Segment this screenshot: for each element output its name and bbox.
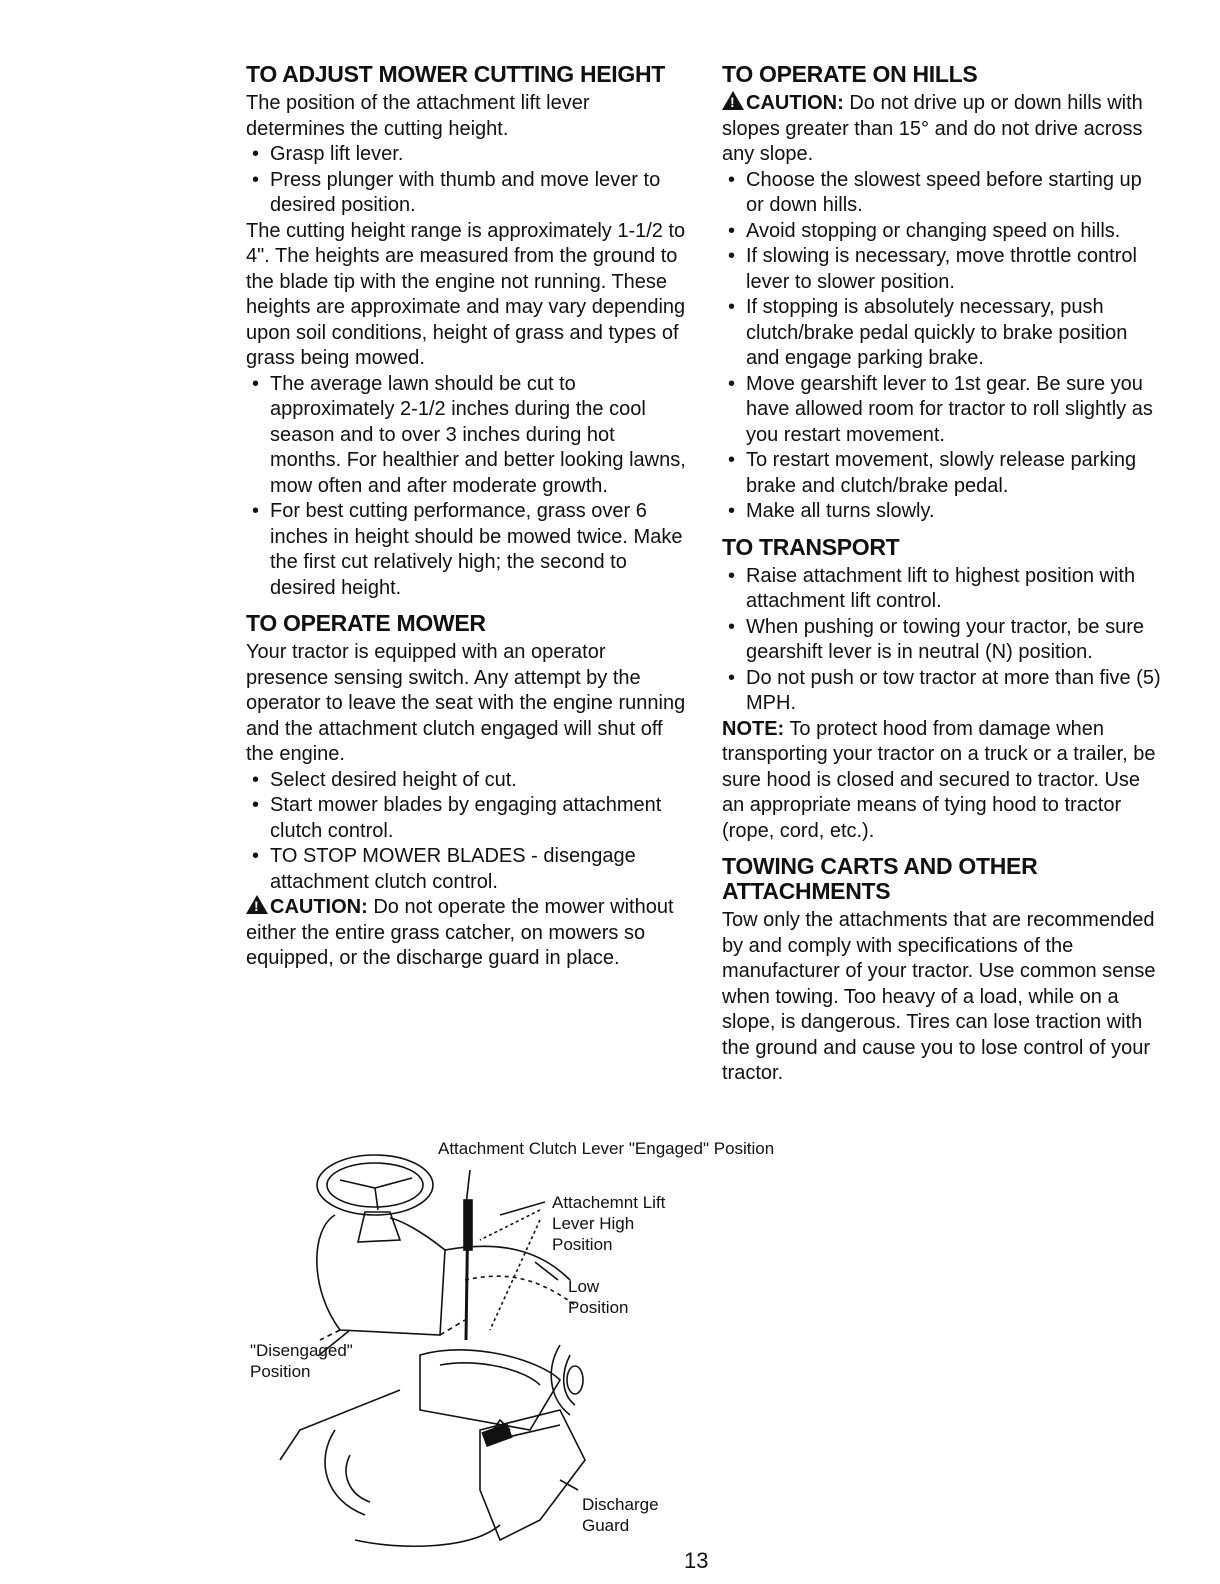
operate-mower-section [246, 611, 686, 972]
note-text: To protect hood from damage when transporting your tractor on a truck or a trailer, be sure hood is closed and secured to tractor. Use an appropriate means of tying hood to tractor (rope, cord, etc.). [722, 717, 1156, 842]
list-item: • Start mower blades by engaging attachment clutch control. [246, 793, 686, 844]
list-item: • Press plunger with thumb and move lever to desired position. [246, 168, 686, 219]
operate-mower-steps [246, 768, 686, 896]
cutting-height-tips [246, 372, 686, 602]
cutting-height-section [246, 62, 686, 601]
caution-label: CAUTION: [746, 92, 844, 114]
right-column [722, 62, 1162, 1087]
list-item: • Select desired height of cut. [246, 768, 686, 794]
cutting-height-body: The cutting height range is approximately 1-1/2 to 4". The heights are measured from the ground to the blade tip with the engine not running. These heights are approximate and may vary depending upon soil conditions, height of grass and types of grass being mowed. [246, 219, 686, 369]
towing-body: Tow only the attachments that are recommended by and comply with specifications of the manufacturer of your tractor. Use common sense when towing. Too heavy of a load, while on a slope, is dangerous. Tires can lose traction with the ground and cause you to lose control of your tractor. [722, 909, 1156, 1084]
list-item: • If slowing is necessary, move throttle control lever to slower position. [722, 244, 1162, 295]
engaged-label: Attachment Clutch Lever "Engaged" Position [438, 1139, 775, 1158]
list-item: • If stopping is absolutely necessary, push clutch/brake pedal quickly to brake position and engage parking brake. [722, 295, 1162, 372]
steering-wheel-shape [317, 1155, 433, 1215]
list-item: • Choose the slowest speed before starting up or down hills. [722, 168, 1162, 219]
list-item: • The average lawn should be cut to approximately 2-1/2 inches during the cool season and to over 3 inches during hot months. For healthier and better looking lawns, mow often and after moderate growth. [246, 372, 686, 500]
list-item: • Make all turns slowly. [722, 499, 1162, 525]
mower-caution [246, 895, 686, 972]
hills-steps [722, 168, 1162, 525]
hills-section [722, 62, 1162, 525]
cutting-height-intro: The position of the attachment lift lever determines the cutting height. [246, 92, 590, 140]
list-item: • For best cutting performance, grass over 6 inches in height should be mowed twice. Make the first cut relatively high; the second to desired height. [246, 499, 686, 601]
list-item: • Do not push or tow tractor at more than five (5) MPH. [722, 666, 1162, 717]
mower-diagram [240, 1130, 775, 1570]
transport-title: TO TRANSPORT [722, 533, 900, 560]
transport-section [722, 535, 1162, 845]
warning-icon [722, 91, 744, 110]
list-item: • Raise attachment lift to highest position with attachment lift control. [722, 564, 1162, 615]
low-position-label: Low Position [568, 1277, 629, 1317]
note-label: NOTE: [722, 717, 785, 740]
towing-title: TOWING CARTS AND OTHER ATTACHMENTS [722, 853, 1038, 904]
page-number: 13 [684, 1548, 709, 1573]
caution-text: Do not drive up or down hills with slopes greater than 15° and do not drive across any slope. [722, 92, 1143, 165]
hills-title: TO OPERATE ON HILLS [722, 61, 978, 87]
cutting-height-steps [246, 142, 686, 219]
cutting-height-title: TO ADJUST MOWER CUTTING HEIGHT [246, 61, 666, 87]
disengaged-label: "Disengaged" Position [250, 1341, 353, 1381]
operate-mower-body: Your tractor is equipped with an operator presence sensing switch. Any attempt by the operator to leave the seat with the engine running and the attachment clutch engaged will shut off the engine. [246, 641, 686, 765]
left-column [246, 62, 686, 972]
warning-icon [246, 895, 268, 914]
towing-section [722, 854, 1162, 1087]
list-item: • When pushing or towing your tractor, be sure gearshift lever is in neutral (N) position. [722, 615, 1162, 666]
discharge-guard-label: Discharge Guard [582, 1495, 659, 1535]
list-item: • TO STOP MOWER BLADES - disengage attachment clutch control. [246, 844, 686, 895]
transport-steps [722, 564, 1162, 717]
list-item: • Grasp lift lever. [246, 142, 686, 168]
list-item: • Move gearshift lever to 1st gear. Be sure you have allowed room for tractor to roll slightly as you restart movement. [722, 372, 1162, 449]
caution-text: Do not operate the mower without either the entire grass catcher, on mowers so equipped, or the discharge guard in place. [246, 896, 674, 969]
hills-caution [722, 91, 1162, 168]
list-item: • To restart movement, slowly release parking brake and clutch/brake pedal. [722, 448, 1162, 499]
lift-lever-label: Attachemnt Lift Lever High Position [552, 1193, 666, 1254]
operate-mower-title: TO OPERATE MOWER [246, 610, 486, 636]
transport-note [722, 717, 1162, 845]
list-item: • Avoid stopping or changing speed on hills. [722, 219, 1162, 245]
caution-label: CAUTION: [270, 896, 368, 918]
